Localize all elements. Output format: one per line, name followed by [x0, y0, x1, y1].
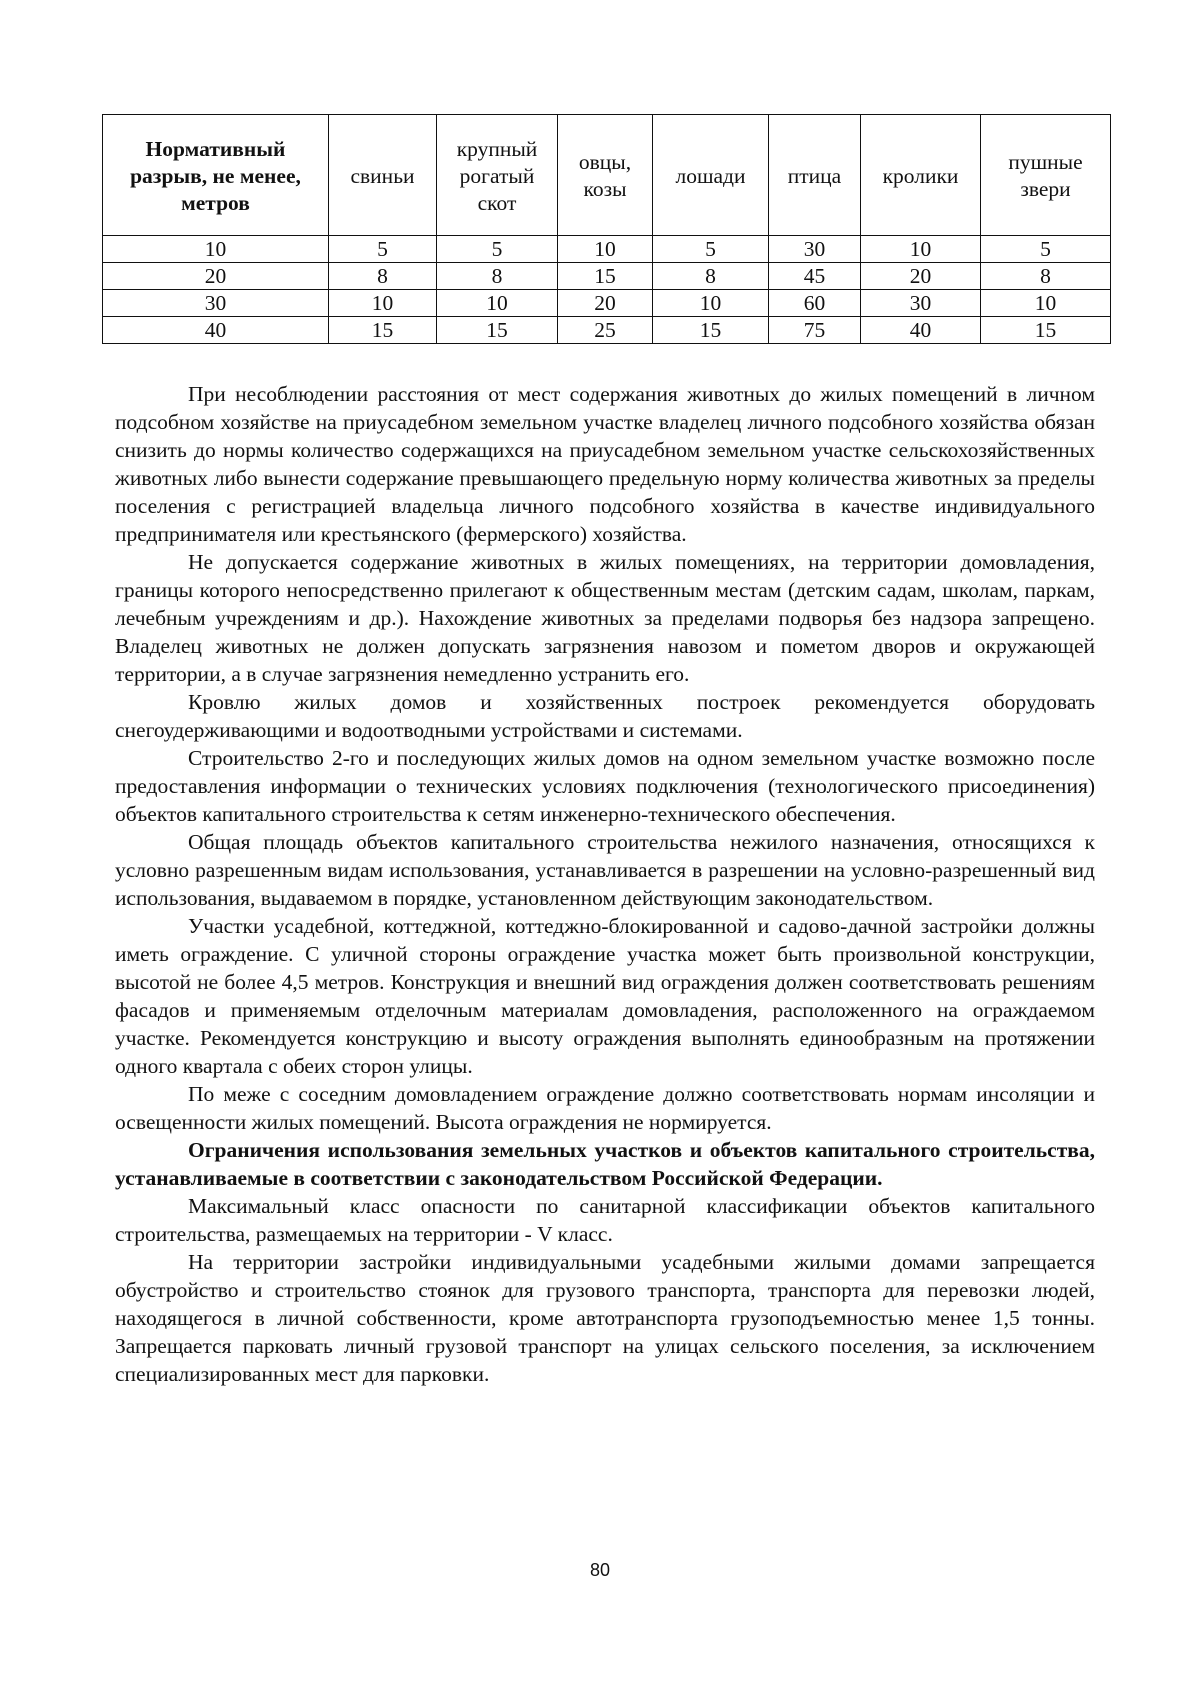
- table-cell: 20: [861, 263, 981, 290]
- header-rabbits: кролики: [861, 115, 981, 236]
- paragraph: При несоблюдении расстояния от мест содержания животных до жилых помещений в личном подсобном хозяйстве на приусадебном земельном участке владелец личного подсобного хозяйства обязан снизить до нормы количество содержащихся на приусадебном земельном участке сельскохозяйственных животных либо вынести содержание превышающего предельную норму количества животных за пределы поселения с регистрацией владельца личного подсобного хозяйства в качестве индивидуального предпринимателя или крестьянского (фермерского) хозяйства.: [115, 382, 1095, 546]
- paragraph: Максимальный класс опасности по санитарной классификации объектов капитального строительства, размещаемых на территории - V класс.: [115, 1194, 1095, 1246]
- table-row: [103, 236, 1111, 263]
- table-cell: 10: [861, 236, 981, 263]
- paragraph: Кровлю жилых домов и хозяйственных построек рекомендуется оборудовать снегоудерживающими и водоотводными устройствами и системами.: [115, 690, 1095, 742]
- header-fur-animals: пушные звери: [981, 115, 1111, 236]
- table-cell: 8: [437, 263, 558, 290]
- header-pigs: свиньи: [329, 115, 437, 236]
- table-cell: 10: [437, 290, 558, 317]
- table-cell: 15: [437, 317, 558, 344]
- table-cell: 20: [103, 263, 329, 290]
- table-cell: 30: [769, 236, 861, 263]
- table-cell: 25: [558, 317, 653, 344]
- document-body: [115, 380, 1095, 1388]
- paragraph: Участки усадебной, коттеджной, коттеджно-блокированной и садово-дачной застройки должны иметь ограждение. С уличной стороны ограждение участка может быть произвольной конструкции, высотой не более 4,5 метров. Конструкция и внешний вид ограждения должен соответствовать решениям фасадов и применяемым отделочным материалам домовладения, расположенного на ограждаемом участке. Рекомендуется конструкцию и высоту ограждения выполнять единообразным на протяжении одного квартала с обеих сторон улицы.: [115, 914, 1095, 1078]
- table-cell: 10: [103, 236, 329, 263]
- table-cell: 30: [861, 290, 981, 317]
- table-cell: 10: [653, 290, 769, 317]
- table-cell: 8: [653, 263, 769, 290]
- table-row: [103, 317, 1111, 344]
- livestock-distance-table: [102, 114, 1111, 344]
- table-cell: 30: [103, 290, 329, 317]
- table-cell: 10: [329, 290, 437, 317]
- header-normative-gap: Нормативный разрыв, не менее, метров: [103, 115, 329, 236]
- table-cell: 10: [981, 290, 1111, 317]
- header-horses: лошади: [653, 115, 769, 236]
- table-cell: 15: [653, 317, 769, 344]
- livestock-distance-table-container: [102, 114, 1110, 344]
- table-cell: 5: [437, 236, 558, 263]
- section-heading: Ограничения использования земельных участков и объектов капитального строительства, устанавливаемые в соответствии с законодательством Российской Федерации.: [115, 1138, 1095, 1190]
- table-cell: 40: [861, 317, 981, 344]
- table-cell: 15: [981, 317, 1111, 344]
- table-cell: 60: [769, 290, 861, 317]
- table-cell: 45: [769, 263, 861, 290]
- table-cell: 5: [653, 236, 769, 263]
- paragraph: По меже с соседним домовладением ограждение должно соответствовать нормам инсоляции и освещенности жилых помещений. Высота ограждения не нормируется.: [115, 1082, 1095, 1134]
- table-cell: 8: [329, 263, 437, 290]
- table-row: [103, 263, 1111, 290]
- table-cell: 15: [558, 263, 653, 290]
- table-cell: 10: [558, 236, 653, 263]
- table-cell: 15: [329, 317, 437, 344]
- page-number: 80: [589, 1560, 611, 1580]
- table-cell: 20: [558, 290, 653, 317]
- paragraph: На территории застройки индивидуальными усадебными жилыми домами запрещается обустройство и строительство стоянок для грузового транспорта, транспорта для перевозки людей, находящегося в личной собственности, кроме автотранспорта грузоподъемностью менее 1,5 тонны. Запрещается парковать личный грузовой транспорт на улицах сельского поселения, за исключением специализированных мест для парковки.: [115, 1250, 1095, 1386]
- paragraph: Строительство 2-го и последующих жилых домов на одном земельном участке возможно после предоставления информации о технических условиях подключения (технологического присоединения) объектов капитального строительства к сетям инженерно-технического обеспечения.: [115, 746, 1095, 826]
- table-header-row: [103, 115, 1111, 236]
- table-cell: 40: [103, 317, 329, 344]
- header-sheep-goats: овцы, козы: [558, 115, 653, 236]
- paragraph: Не допускается содержание животных в жилых помещениях, на территории домовладения, границы которого непосредственно прилегают к общественным местам (детским садам, школам, паркам, лечебным учреждениям и др.). Нахождение животных за пределами подворья без надзора запрещено. Владелец животных не должен допускать загрязнения навозом и пометом дворов и окружающей территории, а в случае загрязнения немедленно устранить его.: [115, 550, 1095, 686]
- table-cell: 75: [769, 317, 861, 344]
- table-cell: 5: [981, 236, 1111, 263]
- header-poultry: птица: [769, 115, 861, 236]
- table-cell: 8: [981, 263, 1111, 290]
- table-cell: 5: [329, 236, 437, 263]
- header-cattle: крупный рогатый скот: [437, 115, 558, 236]
- table-row: [103, 290, 1111, 317]
- paragraph: Общая площадь объектов капитального строительства нежилого назначения, относящихся к условно разрешенным видам использования, устанавливается в разрешении на условно-разрешенный вид использования, выдаваемом в порядке, установленном действующим законодательством.: [115, 830, 1095, 910]
